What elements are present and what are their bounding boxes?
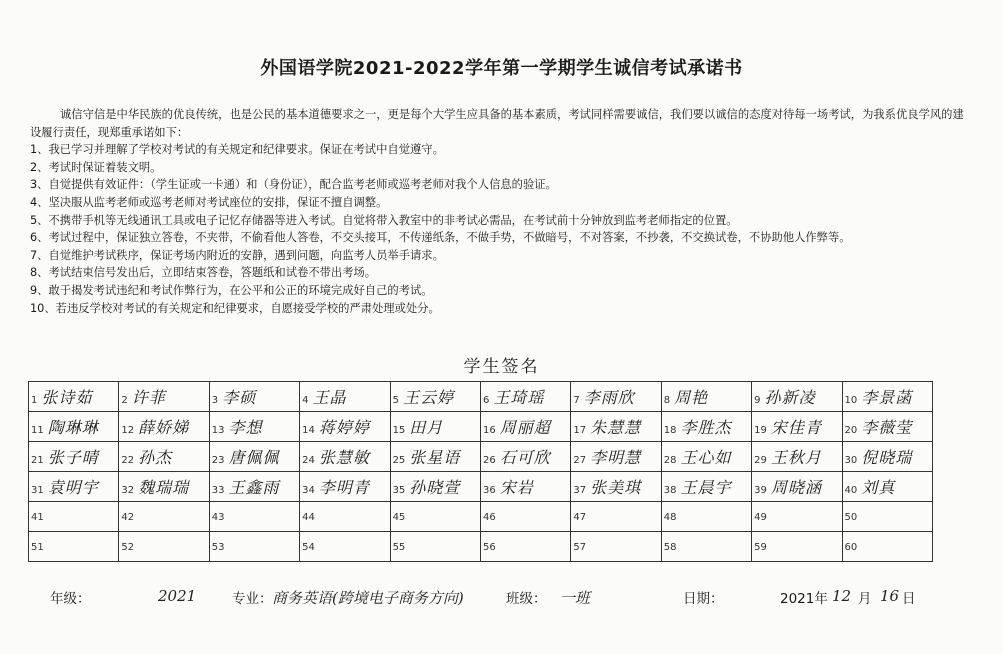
signature-number: 50 <box>844 512 858 523</box>
signature-cell <box>571 502 661 532</box>
student-signature: 蒋婷婷 <box>318 418 370 437</box>
signature-number: 24 <box>302 455 315 466</box>
signature-number: 56 <box>482 542 496 553</box>
signature-number: 26 <box>482 455 496 466</box>
signature-number: 15 <box>392 425 406 436</box>
student-signature: 孙杰 <box>138 448 173 467</box>
signature-row <box>29 412 933 442</box>
signature-cell <box>842 532 932 562</box>
signature-number: 2 <box>121 395 128 406</box>
signature-number: 38 <box>663 485 677 496</box>
student-signature: 李雨欣 <box>583 388 635 407</box>
signature-number: 10 <box>844 395 858 406</box>
day-char: 日 <box>902 591 916 607</box>
signature-cell <box>209 412 299 442</box>
student-signature: 李景菡 <box>861 388 913 407</box>
signature-number: 1 <box>31 395 38 406</box>
signature-cell <box>29 442 119 472</box>
student-signature: 陶琳琳 <box>47 418 99 437</box>
pledge-item: 3、自觉提供有效证件：（学生证或一卡通）和（身份证），配合监考老师或巡考老师对我个人信息的验证。 <box>30 178 557 192</box>
signature-cell <box>842 382 932 412</box>
student-signature: 李明青 <box>318 478 370 497</box>
signature-number: 51 <box>31 542 44 553</box>
signature-number: 36 <box>482 485 496 496</box>
signature-cell <box>752 472 842 502</box>
student-signature: 周晓涵 <box>770 478 822 497</box>
student-signature: 宋岩 <box>499 478 534 497</box>
student-signature: 王云婷 <box>402 388 454 407</box>
signature-number: 52 <box>121 542 135 553</box>
student-signature: 李薇莹 <box>861 418 913 437</box>
signature-number: 44 <box>302 512 315 523</box>
signature-cell <box>480 502 570 532</box>
signature-cell <box>390 442 480 472</box>
signature-cell <box>300 382 390 412</box>
signature-cell <box>571 442 661 472</box>
student-signature: 张诗茹 <box>41 388 93 407</box>
student-signature: 李想 <box>228 418 263 437</box>
student-signature: 倪晓瑞 <box>861 448 913 467</box>
signature-number: 58 <box>663 542 677 553</box>
signature-number: 34 <box>302 485 315 496</box>
signature-cell <box>661 412 751 442</box>
grade-value: 2021 <box>158 587 197 605</box>
signature-cell <box>480 382 570 412</box>
signature-number: 6 <box>482 395 490 406</box>
signature-cell <box>29 532 119 562</box>
student-signature: 刘真 <box>861 478 896 497</box>
pledge-item: 8、考试结束信号发出后，立即结束答卷，答题纸和试卷不带出考场。 <box>30 266 377 280</box>
signature-cell <box>29 382 119 412</box>
signature-number: 25 <box>392 455 406 466</box>
student-signature: 朱慧慧 <box>590 418 642 437</box>
signature-number: 31 <box>31 485 44 496</box>
signature-number: 28 <box>663 455 677 466</box>
signature-section-title: 学生签名 <box>463 357 540 377</box>
date-year: 2021年 <box>780 591 828 607</box>
class-label: 班级： <box>506 591 547 607</box>
student-signature: 张美琪 <box>590 478 642 497</box>
signature-row <box>29 532 933 562</box>
signature-number: 5 <box>392 395 399 406</box>
signature-cell <box>209 442 299 472</box>
student-signature: 王琦瑶 <box>493 388 545 407</box>
student-signature: 许菲 <box>131 388 166 407</box>
signature-cell <box>480 442 570 472</box>
signature-number: 53 <box>211 542 225 553</box>
signature-cell <box>390 412 480 442</box>
signature-cell <box>300 412 390 442</box>
signature-row <box>29 382 933 412</box>
signature-number: 12 <box>121 425 135 436</box>
student-signature: 王秋月 <box>770 448 822 467</box>
signature-row <box>29 502 933 532</box>
student-signature: 石可欣 <box>499 448 551 467</box>
signature-cell <box>661 382 751 412</box>
signature-number: 9 <box>754 395 761 406</box>
class-value: 一班 <box>560 589 591 607</box>
signature-number: 33 <box>211 485 225 496</box>
student-signature: 张星语 <box>409 448 461 467</box>
signature-number: 18 <box>663 425 677 436</box>
signature-cell <box>661 472 751 502</box>
signature-cell <box>842 472 932 502</box>
signature-cell <box>480 472 570 502</box>
signature-number: 57 <box>573 542 587 553</box>
signature-number: 32 <box>121 485 135 496</box>
signature-number: 16 <box>482 425 496 436</box>
student-signature: 王鑫雨 <box>228 478 280 497</box>
signature-cell <box>661 442 751 472</box>
student-signature: 周艳 <box>674 388 709 407</box>
signature-number: 40 <box>844 485 858 496</box>
signature-cell <box>300 442 390 472</box>
signature-row <box>29 442 933 472</box>
student-signature: 王心如 <box>680 448 732 467</box>
signature-number: 19 <box>754 425 767 436</box>
signature-number: 8 <box>663 395 671 406</box>
signature-number: 29 <box>754 455 767 466</box>
signature-cell <box>390 502 480 532</box>
signature-number: 22 <box>121 455 135 466</box>
document-title: 外国语学院2021-2022学年第一学期学生诚信考试承诺书 <box>260 58 743 79</box>
student-signature: 张子晴 <box>47 448 99 467</box>
signature-cell <box>209 472 299 502</box>
student-signature: 王晨宇 <box>680 478 732 497</box>
signature-number: 11 <box>31 425 44 436</box>
signature-cell <box>29 412 119 442</box>
pledge-item: 9、敢于揭发考试违纪和考试作弊行为，在公平和公正的环境完成好自己的考试。 <box>30 283 433 297</box>
signature-cell <box>29 472 119 502</box>
signature-number: 37 <box>573 485 587 496</box>
student-signature: 袁明宇 <box>47 478 99 497</box>
student-signature: 李明慧 <box>590 448 642 467</box>
signature-number: 41 <box>31 512 44 523</box>
signature-number: 59 <box>754 542 767 553</box>
signature-cell <box>752 442 842 472</box>
signature-cell <box>119 532 209 562</box>
signature-cell <box>842 442 932 472</box>
student-signature: 孙新凌 <box>764 388 816 407</box>
student-signature: 孙晓萱 <box>409 478 461 497</box>
signature-number: 55 <box>392 542 406 553</box>
signature-number: 54 <box>302 542 315 553</box>
pledge-item: 6、考试过程中，保证独立答卷，不夹带，不偷看他人答卷，不交头接耳，不传递纸条，不做手势，不做暗号，不对答案，不抄袭，不交换试卷，不协助他人作弊等。 <box>30 231 851 245</box>
signature-cell <box>842 412 932 442</box>
signature-number: 27 <box>573 455 587 466</box>
signature-number: 17 <box>573 425 587 436</box>
pledge-item: 4、坚决服从监考老师或巡考老师对考试座位的安排，保证不擅自调整。 <box>30 195 388 209</box>
pledge-items <box>30 141 965 317</box>
signature-cell <box>119 382 209 412</box>
student-signature: 宋佳青 <box>770 418 822 437</box>
signature-cell <box>752 532 842 562</box>
signature-number: 48 <box>663 512 677 523</box>
signature-cell <box>119 502 209 532</box>
signature-cell <box>29 502 119 532</box>
signature-number: 30 <box>844 455 858 466</box>
signature-cell <box>209 502 299 532</box>
student-signature: 魏瑞瑞 <box>138 478 190 497</box>
grade-label: 年级： <box>50 591 91 607</box>
signature-number: 45 <box>392 512 406 523</box>
signature-cell <box>480 412 570 442</box>
signature-cell <box>119 472 209 502</box>
pledge-item: 7、自觉维护考试秩序，保证考场内附近的安静，遇到问题，向监考人员举手请求。 <box>30 248 444 262</box>
signature-cell <box>752 412 842 442</box>
student-signature: 周丽超 <box>499 418 551 437</box>
date-label: 日期： <box>683 591 724 607</box>
signature-cell <box>571 532 661 562</box>
signature-table <box>28 381 933 562</box>
signature-cell <box>390 382 480 412</box>
student-signature: 田月 <box>409 418 444 437</box>
signature-cell <box>752 502 842 532</box>
student-signature: 唐佩佩 <box>228 448 280 467</box>
student-signature: 王晶 <box>312 388 347 407</box>
date-month: 12 <box>832 587 852 605</box>
pledge-body <box>30 106 965 317</box>
student-signature: 张慧敏 <box>318 448 370 467</box>
signature-number: 7 <box>573 395 580 406</box>
signature-number: 21 <box>31 455 44 466</box>
signature-cell <box>300 472 390 502</box>
student-signature: 李硕 <box>222 388 257 407</box>
pledge-item: 2、考试时保证着装文明。 <box>30 160 162 174</box>
date-day: 16 <box>880 587 900 605</box>
signature-row <box>29 472 933 502</box>
major-label: 专业： <box>232 591 273 607</box>
signature-cell <box>119 442 209 472</box>
pledge-item: 1、我已学习并理解了学校对考试的有关规定和纪律要求。保证在考试中自觉遵守。 <box>30 143 444 157</box>
signature-number: 35 <box>392 485 406 496</box>
signature-number: 4 <box>302 395 309 406</box>
footer <box>0 584 1003 610</box>
pledge-intro: 诚信守信是中华民族的优良传统，也是公民的基本道德要求之一，更是每个大学生应具备的基本素质，考试同样需要诚信，我们要以诚信的态度对待每一场考试，为我系优良学风的建设履行责任，现郑重承诺如下： <box>30 108 964 139</box>
signature-cell <box>571 382 661 412</box>
signature-cell <box>480 532 570 562</box>
signature-cell <box>300 532 390 562</box>
signature-number: 13 <box>211 425 225 436</box>
signature-cell <box>571 472 661 502</box>
pledge-item: 10、若违反学校对考试的有关规定和纪律要求，自愿接受学校的严肃处理或处分。 <box>30 301 440 315</box>
signature-cell <box>661 502 751 532</box>
signature-cell <box>119 412 209 442</box>
signature-number: 46 <box>482 512 496 523</box>
signature-number: 3 <box>211 395 219 406</box>
major-value: 商务英语(跨境电子商务方向) <box>272 589 464 607</box>
month-char: 月 <box>858 591 872 607</box>
signature-number: 20 <box>844 425 858 436</box>
signature-cell <box>209 532 299 562</box>
pledge-item: 5、不携带手机等无线通讯工具或电子记忆存储器等进入考试。自觉将带入教室中的非考试必需品，在考试前十分钟放到监考老师指定的位置。 <box>30 213 738 227</box>
signature-cell <box>571 412 661 442</box>
signature-cell <box>390 472 480 502</box>
student-signature: 李胜杰 <box>680 418 732 437</box>
signature-cell <box>842 502 932 532</box>
signature-number: 49 <box>754 512 767 523</box>
signature-cell <box>390 532 480 562</box>
signature-cell <box>300 502 390 532</box>
signature-number: 23 <box>211 455 225 466</box>
signature-cell <box>752 382 842 412</box>
signature-number: 39 <box>754 485 767 496</box>
signature-number: 60 <box>844 542 858 553</box>
signature-number: 14 <box>302 425 315 436</box>
signature-cell <box>209 382 299 412</box>
signature-cell <box>661 532 751 562</box>
signature-number: 43 <box>211 512 225 523</box>
signature-number: 42 <box>121 512 135 523</box>
signature-number: 47 <box>573 512 587 523</box>
student-signature: 薛娇娣 <box>138 418 190 437</box>
